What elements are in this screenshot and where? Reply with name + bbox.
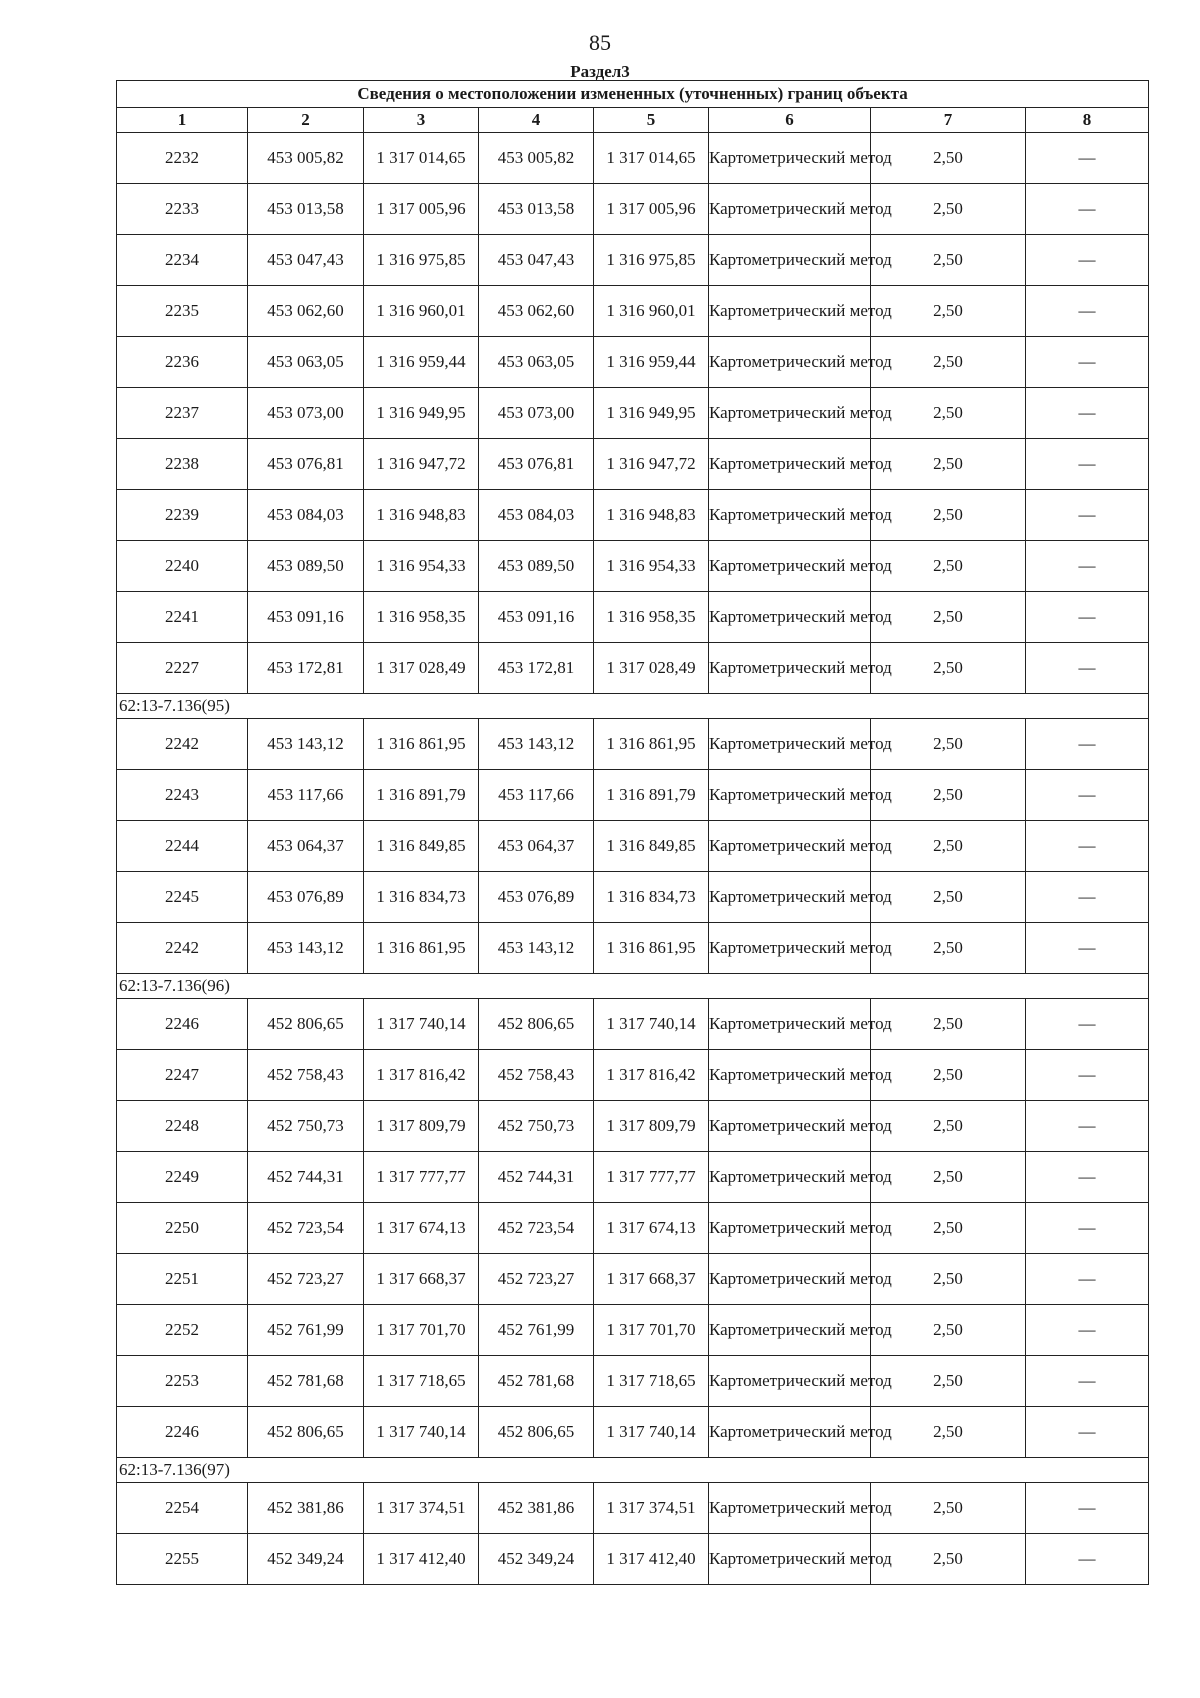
x-existing-cell: 453 073,00 bbox=[248, 388, 364, 439]
description-cell: — bbox=[1026, 1407, 1149, 1458]
accuracy-cell: 2,50 bbox=[871, 821, 1026, 872]
group-header: 62:13-7.136(96) bbox=[117, 974, 1149, 999]
x-existing-cell: 453 047,43 bbox=[248, 235, 364, 286]
x-new-cell: 452 381,86 bbox=[479, 1483, 594, 1534]
x-existing-cell: 452 750,73 bbox=[248, 1101, 364, 1152]
y-existing-cell: 1 317 740,14 bbox=[364, 999, 479, 1050]
y-new-cell: 1 316 849,85 bbox=[594, 821, 709, 872]
y-new-cell: 1 316 947,72 bbox=[594, 439, 709, 490]
y-new-cell: 1 316 861,95 bbox=[594, 719, 709, 770]
description-cell: — bbox=[1026, 1254, 1149, 1305]
point-number-cell: 2255 bbox=[117, 1534, 248, 1585]
determination-method-cell: Картометрический метод bbox=[709, 1356, 871, 1407]
table-caption-row bbox=[117, 81, 1149, 108]
determination-method-cell: Картометрический метод bbox=[709, 388, 871, 439]
x-new-cell: 452 744,31 bbox=[479, 1152, 594, 1203]
y-new-cell: 1 316 960,01 bbox=[594, 286, 709, 337]
y-new-cell: 1 317 740,14 bbox=[594, 999, 709, 1050]
x-new-cell: 453 063,05 bbox=[479, 337, 594, 388]
y-existing-cell: 1 317 014,65 bbox=[364, 133, 479, 184]
point-number-cell: 2237 bbox=[117, 388, 248, 439]
point-number-cell: 2227 bbox=[117, 643, 248, 694]
accuracy-cell: 2,50 bbox=[871, 1203, 1026, 1254]
x-existing-cell: 453 076,81 bbox=[248, 439, 364, 490]
section-title: Раздел3 bbox=[570, 62, 630, 81]
table-row bbox=[117, 770, 1149, 821]
x-existing-cell: 452 761,99 bbox=[248, 1305, 364, 1356]
table-row bbox=[117, 235, 1149, 286]
point-number-cell: 2241 bbox=[117, 592, 248, 643]
accuracy-cell: 2,50 bbox=[871, 1254, 1026, 1305]
x-existing-cell: 453 084,03 bbox=[248, 490, 364, 541]
x-new-cell: 453 013,58 bbox=[479, 184, 594, 235]
accuracy-cell: 2,50 bbox=[871, 719, 1026, 770]
accuracy-cell: 2,50 bbox=[871, 184, 1026, 235]
description-cell: — bbox=[1026, 439, 1149, 490]
determination-method-cell: Картометрический метод bbox=[709, 133, 871, 184]
table-row bbox=[117, 541, 1149, 592]
determination-method-cell: Картометрический метод bbox=[709, 1101, 871, 1152]
accuracy-cell: 2,50 bbox=[871, 286, 1026, 337]
description-cell: — bbox=[1026, 133, 1149, 184]
point-number-cell: 2240 bbox=[117, 541, 248, 592]
column-number: 8 bbox=[1026, 108, 1149, 133]
x-existing-cell: 452 381,86 bbox=[248, 1483, 364, 1534]
point-number-cell: 2238 bbox=[117, 439, 248, 490]
x-new-cell: 453 062,60 bbox=[479, 286, 594, 337]
y-existing-cell: 1 316 891,79 bbox=[364, 770, 479, 821]
x-new-cell: 453 084,03 bbox=[479, 490, 594, 541]
x-existing-cell: 453 117,66 bbox=[248, 770, 364, 821]
point-number-cell: 2253 bbox=[117, 1356, 248, 1407]
determination-method-cell: Картометрический метод bbox=[709, 235, 871, 286]
accuracy-cell: 2,50 bbox=[871, 643, 1026, 694]
table-row bbox=[117, 1152, 1149, 1203]
x-existing-cell: 452 744,31 bbox=[248, 1152, 364, 1203]
determination-method-cell: Картометрический метод bbox=[709, 439, 871, 490]
y-new-cell: 1 316 948,83 bbox=[594, 490, 709, 541]
determination-method-cell: Картометрический метод bbox=[709, 541, 871, 592]
accuracy-cell: 2,50 bbox=[871, 1152, 1026, 1203]
y-new-cell: 1 317 809,79 bbox=[594, 1101, 709, 1152]
point-number-cell: 2236 bbox=[117, 337, 248, 388]
y-new-cell: 1 317 740,14 bbox=[594, 1407, 709, 1458]
y-existing-cell: 1 316 975,85 bbox=[364, 235, 479, 286]
accuracy-cell: 2,50 bbox=[871, 1050, 1026, 1101]
x-existing-cell: 452 723,27 bbox=[248, 1254, 364, 1305]
y-new-cell: 1 317 668,37 bbox=[594, 1254, 709, 1305]
description-cell: — bbox=[1026, 1152, 1149, 1203]
y-new-cell: 1 316 958,35 bbox=[594, 592, 709, 643]
x-new-cell: 452 758,43 bbox=[479, 1050, 594, 1101]
table-row bbox=[117, 1254, 1149, 1305]
determination-method-cell: Картометрический метод bbox=[709, 1152, 871, 1203]
description-cell: — bbox=[1026, 923, 1149, 974]
x-new-cell: 452 349,24 bbox=[479, 1534, 594, 1585]
description-cell: — bbox=[1026, 643, 1149, 694]
description-cell: — bbox=[1026, 1534, 1149, 1585]
y-existing-cell: 1 316 861,95 bbox=[364, 923, 479, 974]
y-new-cell: 1 316 891,79 bbox=[594, 770, 709, 821]
table-row bbox=[117, 184, 1149, 235]
table-row bbox=[117, 1407, 1149, 1458]
accuracy-cell: 2,50 bbox=[871, 133, 1026, 184]
y-existing-cell: 1 317 674,13 bbox=[364, 1203, 479, 1254]
point-number-cell: 2242 bbox=[117, 923, 248, 974]
y-existing-cell: 1 317 701,70 bbox=[364, 1305, 479, 1356]
y-new-cell: 1 317 014,65 bbox=[594, 133, 709, 184]
group-header-row bbox=[117, 974, 1149, 999]
accuracy-cell: 2,50 bbox=[871, 1483, 1026, 1534]
x-existing-cell: 453 063,05 bbox=[248, 337, 364, 388]
accuracy-cell: 2,50 bbox=[871, 490, 1026, 541]
y-existing-cell: 1 316 954,33 bbox=[364, 541, 479, 592]
table-row bbox=[117, 1203, 1149, 1254]
accuracy-cell: 2,50 bbox=[871, 1534, 1026, 1585]
x-new-cell: 453 064,37 bbox=[479, 821, 594, 872]
determination-method-cell: Картометрический метод bbox=[709, 643, 871, 694]
column-number: 1 bbox=[117, 108, 248, 133]
description-cell: — bbox=[1026, 541, 1149, 592]
description-cell: — bbox=[1026, 770, 1149, 821]
point-number-cell: 2244 bbox=[117, 821, 248, 872]
y-new-cell: 1 316 975,85 bbox=[594, 235, 709, 286]
table-row bbox=[117, 1534, 1149, 1585]
determination-method-cell: Картометрический метод bbox=[709, 999, 871, 1050]
determination-method-cell: Картометрический метод bbox=[709, 872, 871, 923]
y-new-cell: 1 316 834,73 bbox=[594, 872, 709, 923]
x-existing-cell: 453 064,37 bbox=[248, 821, 364, 872]
accuracy-cell: 2,50 bbox=[871, 337, 1026, 388]
y-new-cell: 1 317 412,40 bbox=[594, 1534, 709, 1585]
x-new-cell: 453 047,43 bbox=[479, 235, 594, 286]
column-number: 3 bbox=[364, 108, 479, 133]
y-new-cell: 1 317 005,96 bbox=[594, 184, 709, 235]
description-cell: — bbox=[1026, 388, 1149, 439]
description-cell: — bbox=[1026, 872, 1149, 923]
table-row bbox=[117, 286, 1149, 337]
x-existing-cell: 453 005,82 bbox=[248, 133, 364, 184]
x-existing-cell: 453 143,12 bbox=[248, 719, 364, 770]
accuracy-cell: 2,50 bbox=[871, 923, 1026, 974]
y-new-cell: 1 317 718,65 bbox=[594, 1356, 709, 1407]
description-cell: — bbox=[1026, 1050, 1149, 1101]
x-new-cell: 453 073,00 bbox=[479, 388, 594, 439]
y-new-cell: 1 317 674,13 bbox=[594, 1203, 709, 1254]
y-new-cell: 1 316 959,44 bbox=[594, 337, 709, 388]
accuracy-cell: 2,50 bbox=[871, 388, 1026, 439]
table-row bbox=[117, 999, 1149, 1050]
table-row bbox=[117, 719, 1149, 770]
x-new-cell: 453 091,16 bbox=[479, 592, 594, 643]
point-number-cell: 2233 bbox=[117, 184, 248, 235]
x-existing-cell: 452 806,65 bbox=[248, 999, 364, 1050]
determination-method-cell: Картометрический метод bbox=[709, 770, 871, 821]
column-number: 5 bbox=[594, 108, 709, 133]
determination-method-cell: Картометрический метод bbox=[709, 1534, 871, 1585]
determination-method-cell: Картометрический метод bbox=[709, 1407, 871, 1458]
group-header: 62:13-7.136(95) bbox=[117, 694, 1149, 719]
description-cell: — bbox=[1026, 1305, 1149, 1356]
group-header-row bbox=[117, 694, 1149, 719]
table-row bbox=[117, 872, 1149, 923]
y-existing-cell: 1 317 718,65 bbox=[364, 1356, 479, 1407]
group-header: 62:13-7.136(97) bbox=[117, 1458, 1149, 1483]
accuracy-cell: 2,50 bbox=[871, 592, 1026, 643]
y-existing-cell: 1 316 861,95 bbox=[364, 719, 479, 770]
table-row bbox=[117, 1305, 1149, 1356]
description-cell: — bbox=[1026, 286, 1149, 337]
x-existing-cell: 452 758,43 bbox=[248, 1050, 364, 1101]
x-new-cell: 452 806,65 bbox=[479, 1407, 594, 1458]
y-existing-cell: 1 316 834,73 bbox=[364, 872, 479, 923]
determination-method-cell: Картометрический метод bbox=[709, 821, 871, 872]
table-row bbox=[117, 1050, 1149, 1101]
accuracy-cell: 2,50 bbox=[871, 235, 1026, 286]
table-row bbox=[117, 643, 1149, 694]
y-new-cell: 1 317 374,51 bbox=[594, 1483, 709, 1534]
description-cell: — bbox=[1026, 821, 1149, 872]
x-new-cell: 452 750,73 bbox=[479, 1101, 594, 1152]
x-existing-cell: 453 172,81 bbox=[248, 643, 364, 694]
description-cell: — bbox=[1026, 235, 1149, 286]
y-existing-cell: 1 317 740,14 bbox=[364, 1407, 479, 1458]
table-row bbox=[117, 490, 1149, 541]
accuracy-cell: 2,50 bbox=[871, 1101, 1026, 1152]
accuracy-cell: 2,50 bbox=[871, 872, 1026, 923]
group-header-row bbox=[117, 1458, 1149, 1483]
x-new-cell: 453 089,50 bbox=[479, 541, 594, 592]
point-number-cell: 2245 bbox=[117, 872, 248, 923]
x-new-cell: 452 723,27 bbox=[479, 1254, 594, 1305]
column-number: 7 bbox=[871, 108, 1026, 133]
description-cell: — bbox=[1026, 999, 1149, 1050]
determination-method-cell: Картометрический метод bbox=[709, 1203, 871, 1254]
point-number-cell: 2239 bbox=[117, 490, 248, 541]
x-new-cell: 452 806,65 bbox=[479, 999, 594, 1050]
y-existing-cell: 1 316 960,01 bbox=[364, 286, 479, 337]
y-existing-cell: 1 317 412,40 bbox=[364, 1534, 479, 1585]
point-number-cell: 2243 bbox=[117, 770, 248, 821]
determination-method-cell: Картометрический метод bbox=[709, 1305, 871, 1356]
table-row bbox=[117, 1101, 1149, 1152]
description-cell: — bbox=[1026, 719, 1149, 770]
x-existing-cell: 453 143,12 bbox=[248, 923, 364, 974]
table-row bbox=[117, 592, 1149, 643]
y-new-cell: 1 316 861,95 bbox=[594, 923, 709, 974]
determination-method-cell: Картометрический метод bbox=[709, 184, 871, 235]
determination-method-cell: Картометрический метод bbox=[709, 337, 871, 388]
x-existing-cell: 453 091,16 bbox=[248, 592, 364, 643]
x-new-cell: 453 076,81 bbox=[479, 439, 594, 490]
y-new-cell: 1 317 777,77 bbox=[594, 1152, 709, 1203]
x-new-cell: 453 143,12 bbox=[479, 923, 594, 974]
y-existing-cell: 1 317 374,51 bbox=[364, 1483, 479, 1534]
x-existing-cell: 452 806,65 bbox=[248, 1407, 364, 1458]
page-number: 85 bbox=[589, 30, 611, 55]
point-number-cell: 2232 bbox=[117, 133, 248, 184]
x-new-cell: 452 761,99 bbox=[479, 1305, 594, 1356]
x-new-cell: 453 076,89 bbox=[479, 872, 594, 923]
y-new-cell: 1 316 949,95 bbox=[594, 388, 709, 439]
determination-method-cell: Картометрический метод bbox=[709, 1254, 871, 1305]
x-new-cell: 453 172,81 bbox=[479, 643, 594, 694]
point-number-cell: 2248 bbox=[117, 1101, 248, 1152]
x-existing-cell: 452 781,68 bbox=[248, 1356, 364, 1407]
y-existing-cell: 1 317 668,37 bbox=[364, 1254, 479, 1305]
column-number-row bbox=[117, 108, 1149, 133]
description-cell: — bbox=[1026, 1101, 1149, 1152]
point-number-cell: 2254 bbox=[117, 1483, 248, 1534]
x-existing-cell: 452 349,24 bbox=[248, 1534, 364, 1585]
accuracy-cell: 2,50 bbox=[871, 439, 1026, 490]
accuracy-cell: 2,50 bbox=[871, 999, 1026, 1050]
x-existing-cell: 453 089,50 bbox=[248, 541, 364, 592]
description-cell: — bbox=[1026, 1356, 1149, 1407]
determination-method-cell: Картометрический метод bbox=[709, 1483, 871, 1534]
point-number-cell: 2246 bbox=[117, 999, 248, 1050]
point-number-cell: 2250 bbox=[117, 1203, 248, 1254]
y-existing-cell: 1 316 947,72 bbox=[364, 439, 479, 490]
determination-method-cell: Картометрический метод bbox=[709, 923, 871, 974]
table-row bbox=[117, 821, 1149, 872]
y-existing-cell: 1 317 028,49 bbox=[364, 643, 479, 694]
column-number: 4 bbox=[479, 108, 594, 133]
accuracy-cell: 2,50 bbox=[871, 541, 1026, 592]
description-cell: — bbox=[1026, 1483, 1149, 1534]
determination-method-cell: Картометрический метод bbox=[709, 1050, 871, 1101]
table-row bbox=[117, 1356, 1149, 1407]
y-new-cell: 1 317 816,42 bbox=[594, 1050, 709, 1101]
determination-method-cell: Картометрический метод bbox=[709, 286, 871, 337]
description-cell: — bbox=[1026, 592, 1149, 643]
table-caption: Сведения о местоположении измененных (уточненных) границ объекта bbox=[117, 81, 1149, 108]
table-row bbox=[117, 388, 1149, 439]
x-existing-cell: 453 013,58 bbox=[248, 184, 364, 235]
x-existing-cell: 453 062,60 bbox=[248, 286, 364, 337]
description-cell: — bbox=[1026, 184, 1149, 235]
y-existing-cell: 1 316 958,35 bbox=[364, 592, 479, 643]
x-new-cell: 453 143,12 bbox=[479, 719, 594, 770]
y-new-cell: 1 317 028,49 bbox=[594, 643, 709, 694]
table-row bbox=[117, 923, 1149, 974]
y-existing-cell: 1 317 809,79 bbox=[364, 1101, 479, 1152]
point-number-cell: 2242 bbox=[117, 719, 248, 770]
point-number-cell: 2234 bbox=[117, 235, 248, 286]
y-existing-cell: 1 316 949,95 bbox=[364, 388, 479, 439]
y-existing-cell: 1 317 816,42 bbox=[364, 1050, 479, 1101]
determination-method-cell: Картометрический метод bbox=[709, 592, 871, 643]
determination-method-cell: Картометрический метод bbox=[709, 490, 871, 541]
x-new-cell: 452 781,68 bbox=[479, 1356, 594, 1407]
description-cell: — bbox=[1026, 490, 1149, 541]
boundary-coordinates-table bbox=[116, 80, 1149, 1585]
point-number-cell: 2246 bbox=[117, 1407, 248, 1458]
accuracy-cell: 2,50 bbox=[871, 1356, 1026, 1407]
y-existing-cell: 1 317 005,96 bbox=[364, 184, 479, 235]
point-number-cell: 2251 bbox=[117, 1254, 248, 1305]
point-number-cell: 2235 bbox=[117, 286, 248, 337]
x-new-cell: 453 117,66 bbox=[479, 770, 594, 821]
x-new-cell: 452 723,54 bbox=[479, 1203, 594, 1254]
x-existing-cell: 452 723,54 bbox=[248, 1203, 364, 1254]
point-number-cell: 2252 bbox=[117, 1305, 248, 1356]
table-row bbox=[117, 133, 1149, 184]
y-existing-cell: 1 316 849,85 bbox=[364, 821, 479, 872]
y-new-cell: 1 317 701,70 bbox=[594, 1305, 709, 1356]
column-number: 6 bbox=[709, 108, 871, 133]
x-existing-cell: 453 076,89 bbox=[248, 872, 364, 923]
y-new-cell: 1 316 954,33 bbox=[594, 541, 709, 592]
point-number-cell: 2247 bbox=[117, 1050, 248, 1101]
column-number: 2 bbox=[248, 108, 364, 133]
description-cell: — bbox=[1026, 1203, 1149, 1254]
x-new-cell: 453 005,82 bbox=[479, 133, 594, 184]
table-row bbox=[117, 1483, 1149, 1534]
y-existing-cell: 1 316 959,44 bbox=[364, 337, 479, 388]
table-row bbox=[117, 337, 1149, 388]
table-row bbox=[117, 439, 1149, 490]
y-existing-cell: 1 317 777,77 bbox=[364, 1152, 479, 1203]
y-existing-cell: 1 316 948,83 bbox=[364, 490, 479, 541]
accuracy-cell: 2,50 bbox=[871, 1305, 1026, 1356]
point-number-cell: 2249 bbox=[117, 1152, 248, 1203]
accuracy-cell: 2,50 bbox=[871, 770, 1026, 821]
description-cell: — bbox=[1026, 337, 1149, 388]
accuracy-cell: 2,50 bbox=[871, 1407, 1026, 1458]
determination-method-cell: Картометрический метод bbox=[709, 719, 871, 770]
